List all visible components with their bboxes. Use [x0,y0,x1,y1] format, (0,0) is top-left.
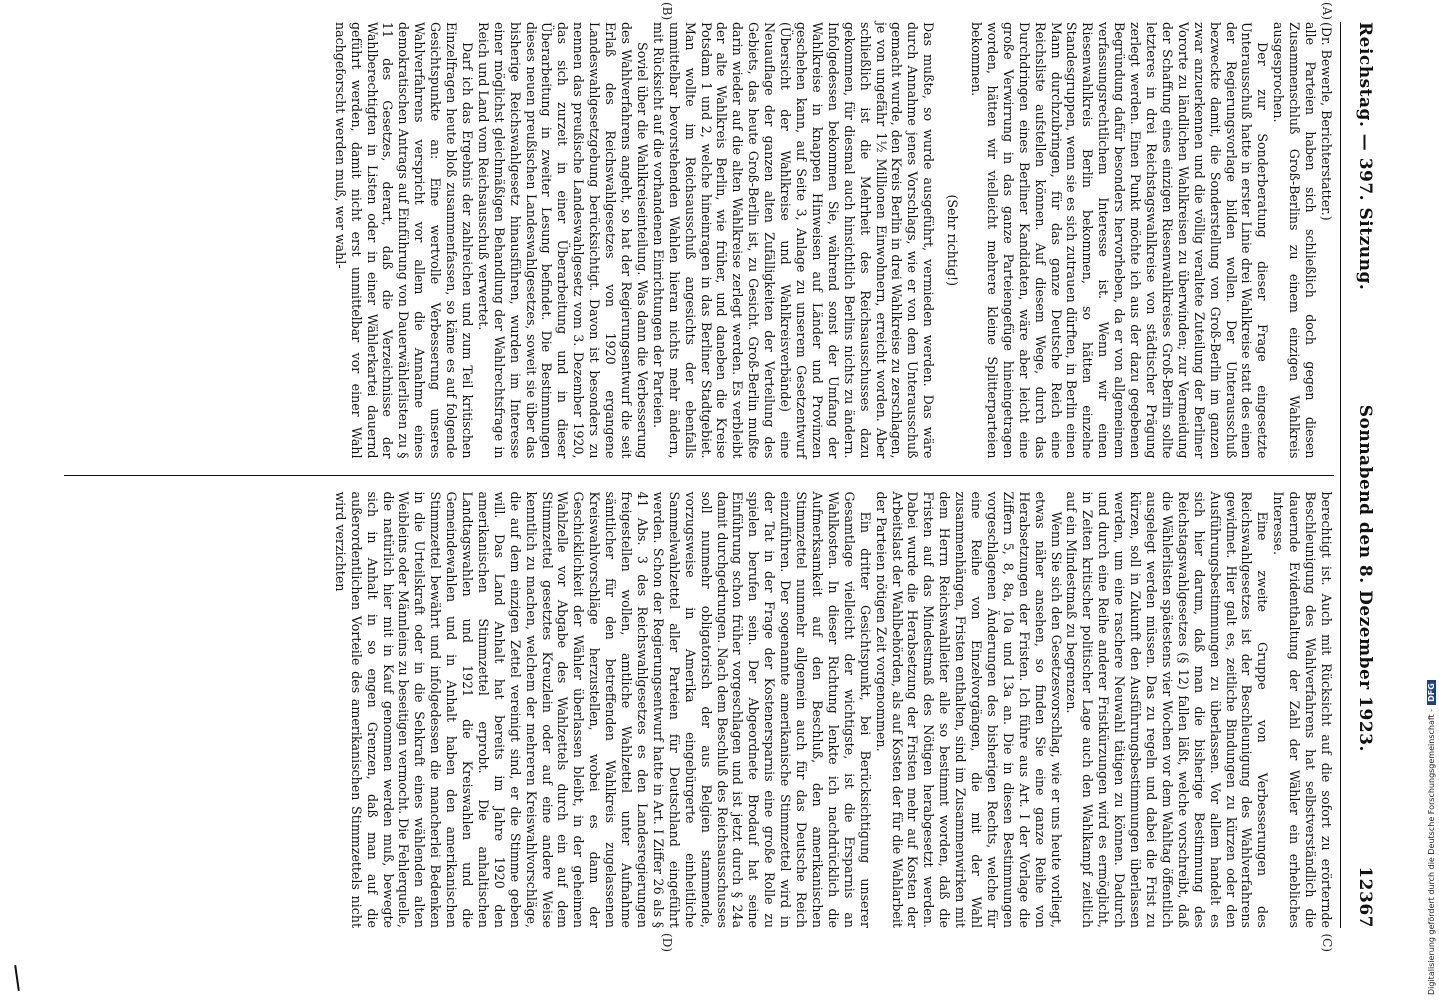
paragraph: alle Parteien haben sich schließlich doch gegen diesen Zusammenschluß Groß-Berlins zu einem einzigen Wahlkreis ausgesprochen. [1271,22,1319,459]
paragraph: Der zur Sonderberatung dieser Frage eingesetzte Unterausschuß hatte in erster Linie drei Wahlkreise statt des einen der Regierungsvorlage bilden wollen. Der Unterausschuß bezweckte damit, die Sonderstellung von Groß-Berlin im ganzen zwar anzuerkennen und die völlig veraltete Zuteilung der Berliner Vororte zu ländlichen Wahlkreisen zu überwinden; zur Vermeidung der Schaffung eines einzigen Riesenwahlkreises Groß-Berlin sollte letzteres in drei Reichstagswahlkreise von städtischer Prägung zerlegt werden. Einen Punkt möchte ich aus der dazu gegebenen Begründung dafür besonders hervorheben, da er von allgemeinem verfassungsrechtlichem Interesse ist. Wenn wir einen Riesenwahlkreis Berlin bekommen, so hätten einzelne Standesgruppen, wenn sie es sich zutrauen dürften, in Berlin einen Mann durchzubringen, für das ganze Deutsche Reich eine Reichsliste aufstellen können. Auf diesem Wege, durch das Durchdringen eines Berliner Kandidaten, wäre aber leicht eine große Verwirrung in das ganze Parteiengefüge hineingetragen worden, hätten wir vielleicht mehrere kleine Splitterparteien bekommen. [969,22,1271,459]
paragraph: Darf ich das Ergebnis der zahlreichen und zum Teil kritischen Einzelfragen heute bloß zusammenfassen, so käme es auf folgende Gesichtspunkte an: Eine wertvolle Verbesserung unseres Wahlverfahrens verspricht vor allem die Annahme eines demokratischen Antrags auf Einführung von Dauerwählerlisten zu § 11 des Gesetzes, derart, daß die Verzeichnisse der Wahlberechtigten in Listen oder in einer Wählerkartei dauernd geführt werden, damit nicht erst unmittelbar vor einer Wahl nachgeforscht werden muß, wer wahl- [332,22,475,459]
right-column [64,476,1334,952]
margin-marker-d: (D) [660,933,674,952]
scan-corner-mark [14,965,20,991]
paragraph: Wenn Sie sich den Gesetzesvorschlag, wie er uns heute vorliegt, etwas näher ansehen, so finden Sie eine ganze Reihe von Herabsetzungen der Fristen. Ich führe aus Art. I der Vorlage die Ziffern 5, 8, 8a, 10a und 13a an. Die in diesen Bestimmungen vorgeschlagenen Änderungen des bisherigen Rechts, welche für eine Reihe von Einzelvorgängen, die mit der Wahl zusammenhängen, Fristen enthalten, sind im Zusammenwirken mit dem Herrn Reichswahlleiter alle so bestimmt worden, daß die Fristen auf das Mindestmaß des Nötigen herabgesetzt werden. Dabei wurde die Herabsetzung der Fristen mehr auf Kosten der Arbeitslast der Wahlbehörden, als auf Kosten der für die Wahlarbeit der Parteien nötigen Zeit vorgenommen. [873,491,1064,928]
page-header [1340,22,1375,928]
credit-text: Digitalisierung gefördert durch die Deutsche Forschungsgemeinschaft - [1426,708,1436,995]
margin-marker-c: (C) [1320,933,1334,952]
digitization-credit [1423,0,1439,995]
paragraph: Das mußte, so wurde ausgeführt, vermieden werden. Das wäre durch Annahme jenes Vorschlags, wie er von dem Unterausschuß gemacht wurde, den Kreis Berlin in drei Wahlkreise zu zerschlagen, je von ungefähr 1½ Millionen Einwohnern, erreicht worden. Aber schließlich ist die Mehrheit des Reichsausschusses dazu gekommen, für diesmal auch hinsichtlich Berlins nichts zu ändern. Infolgedessen bekommen Sie, während sonst der Umfang der Wahlkreise in knappen Hinweisen auf Länder und Provinzen geschehen kann, auf Seite 3, Anlage zu unserem Gesetzentwurf (Übersicht der Wahlkreise und Wahlkreisverbände) eine Neuauflage der ganzen alten Zufälligkeiten der Verteilung des Gebiets, das heute Groß-Berlin ist, zu Gesicht. Groß-Berlin mußte darin wieder auf die alten Wahlkreise zerlegt werden. Es verbleibt der alte Wahlkreis Berlin, wie früher, und daneben die Kreise Potsdam 1 und 2, welche hineinragen in das Berliner Stadtgebiet. Man wollte im Reichsausschuß angesichts der ebenfalls unmittelbar bevorstehenden Wahlen hieran nichts mehr ändern, mit Rücksicht auf die vorhandenen Einrichtungen der Parteien. [650,22,937,459]
text-columns [64,2,1334,952]
header-left: Reichstag. — 397. Sitzung. [1355,22,1375,291]
paragraph: Ein dritter Gesichtspunkt, bei Berücksichtigung unserer Gesamtlage vielleicht der wichtigste, ist die Ersparnis an Wahlkosten. In dieser Richtung lenkte ich nachdrücklich die Aufmerksamkeit auf den Beschluß, den amerikanischen Stimmzettel nunmehr allgemein auch für das Deutsche Reich einzuführen. Der sogenannte amerikanische Stimmzettel wird in der Tat in der Frage der Kostenersparnis eine große Rolle zu spielen berufen sein. Der Abgeordnete Brodauf hat seine Einführung schon früher vorgeschlagen und ist jetzt durch § 24a damit durchgedrungen. Nach dem Beschluß des Reichsausschusses soll nunmehr obligatorisch der aus Belgien stammende, vorzugsweise in Amerika eingebürgerte einheitliche Sammelwahlzettel aller Parteien für Deutschland eingeführt werden. Schon der Regierungsentwurf hatte in Art. I Ziffer 26 als § 41 Abs. 3 des Reichswahlgesetzes es den Landesregierungen freigestellen wollen, amtliche Wahlzettel unter Aufnahme sämtlicher für den betreffenden Wahlkreis zugelassenen Kreiswahlvorschläge herzustellen, wobei es dann der Geschicklichkeit der Wähler überlassen bleibt, in der geheimen Wahlzelle vor Abgabe des Wahlzettels durch ein auf dem Stimmzettel gesetztes Kreuzlein oder auf eine andere Weise kenntlich zu machen, welchem der mehreren Kreiswahlvorschläge, die auf dem einzigen Zettel vereinigt sind, er die Stimme geben will. Das Land Anhalt hat bereits im Jahre 1920 den amerikanischen Stimmzettel erprobt. Die anhaltischen Landtagswahlen und 1921 die Kreiswahlen und die Gemeindewahlen und in Anhalt haben den amerikanischen Stimmzettel bewährt und infolgedessen die mancherlei Bedenken in die Urteilskraft oder in die Sehkraft eines wählenden alten Weibleins oder Männleins zu beseitigen vermocht. Die Fehlerquelle, die natürlich hier mit in Kauf genommen werden muß, bewegte sich in Anhalt in so engen Grenzen, daß man auf die außerordentlichen Vorteile des amerikanischen Stimmzettels nicht wird verzichten [332,491,873,928]
paragraph: berechtigt ist. Auch mit Rücksicht auf die sofort zu erörternde Beschleunigung des Wahlverfahrens hat selbstverständlich die dauernde Evidenthaltung der Zahl der Wähler ein erhebliches Interesse. [1271,491,1334,928]
newspaper-page [55,2,1385,952]
header-date: Sonnabend den 8. Dezember 1923. [1355,404,1375,752]
margin-marker-b: (B) [660,2,674,21]
speaker-note: (Dr. Bewerle, Berichterstatter.) [1319,22,1334,221]
left-column [64,2,1334,476]
paragraph: Soviel über die Wahlkreiseinteilung. Was dann die Verbesserung des Wahlverfahrens angeht, so hat der Regierungsentwurf die seit Erlaß des Reichswahlgesetzes von 1920 ergangene Landeswahlgesetzgebung berücksichtigt. Davon ist besonders zu nennen das preußische Landeswahlgesetz vom 3. Dezember 1920, das sich zurzeit in einer Überarbeitung und in dieser Überarbeitung in zweiter Lesung befindet. Die Bestimmungen dieses neuen preußischen Landeswahlgesetzes, soweit sie über das bisherige Reichswahlgesetz hinausführen, wurden im Interesse einer möglichst gleichmäßigen Behandlung der Wahlrechtsfrage in Reich und Land vom Reichsausschuß verwertet. [475,22,650,459]
margin-marker-a: (A) [1320,2,1334,21]
page-number: 12367 [1355,866,1375,928]
paragraph: Eine zweite Gruppe von Verbesserungen des Reichswahlgesetzes ist der Beschleunigung des Wahlverfahrens gewidmet. Hier galt es, zeitliche Bindungen zu kürzen oder den Ausführungsbestimmungen zu überlassen. Vor allem handelt es sich hier darum, daß man die bisherige Bestimmung des Reichstagswahlgesetzes (§ 12) fallen läßt, welche vorschreibt, daß die Wählerlisten spätestens vier Wochen vor dem Wahltag öffentlich ausgelegt werden müssen. Das zu regeln und dabei die Frist zu kürzen, soll in Zukunft den Ausführungsbestimmungen überlassen werden, um eine raschere Neuwahl tätigen zu können. Dadurch und durch eine Reihe anderer Fristkürzungen wird es ermöglicht, in Zeiten kritischer politischer Lage auch den Wahlkampf zeitlich auf ein Mindestmaß zu begrenzen. [1064,491,1271,928]
interjection: (Sehr richtig!) [945,194,961,286]
dfg-logo: DFG [1427,680,1436,705]
